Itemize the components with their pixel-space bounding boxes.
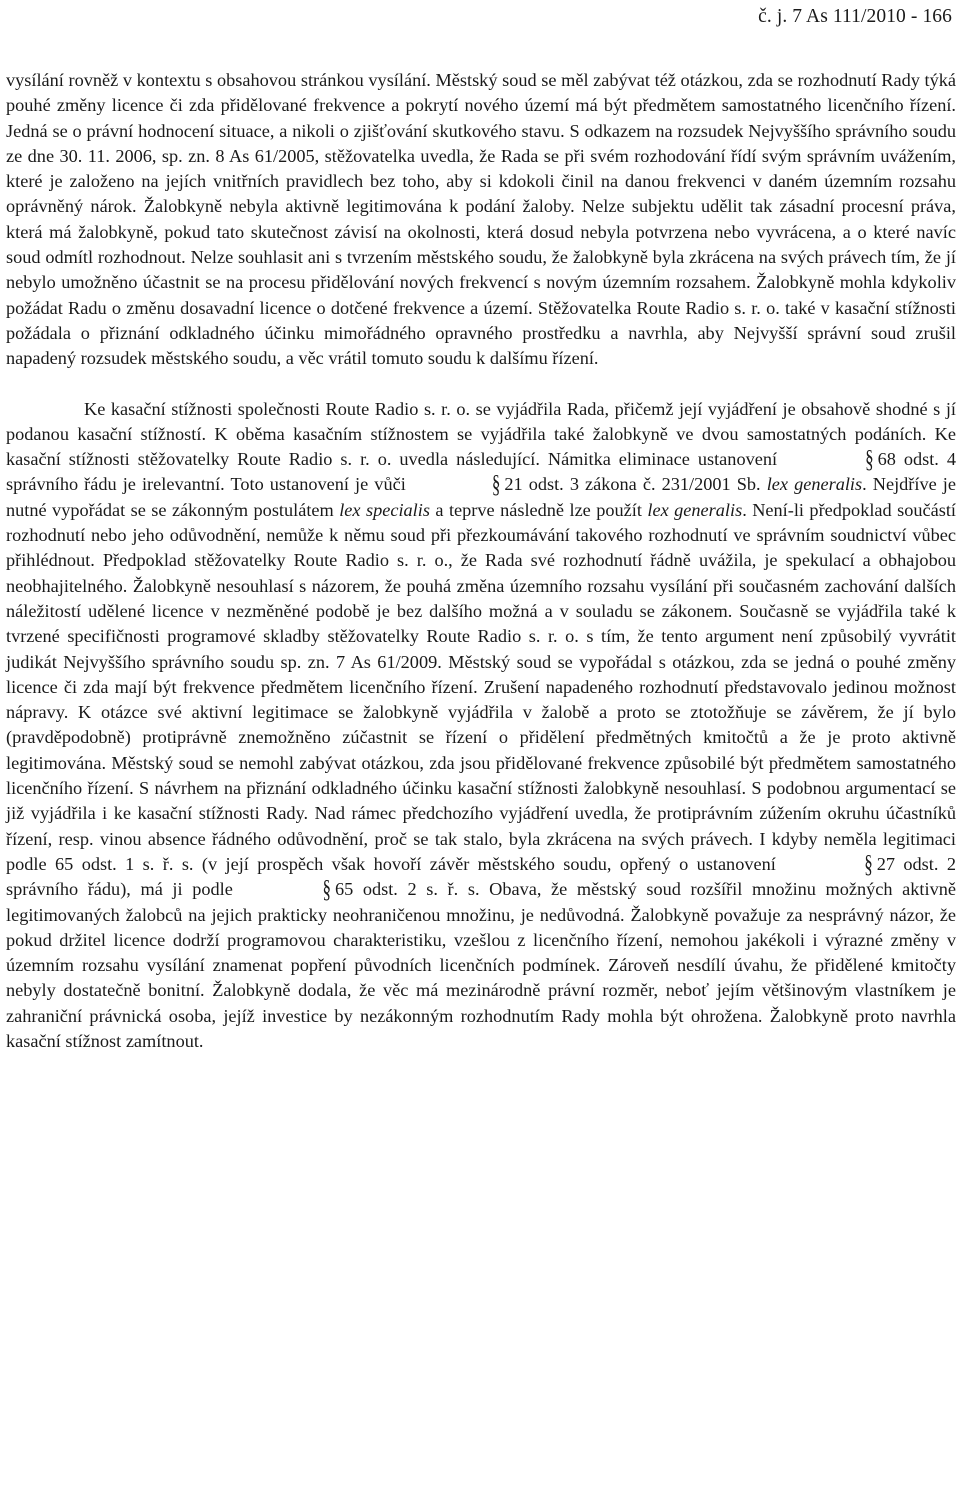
paragraph-2-part: a teprve následně lze použít: [435, 499, 642, 520]
section-sign: §: [864, 850, 873, 879]
latin-term: lex generalis: [766, 474, 863, 495]
paragraph-2-part: 21 odst. 3 zákona č. 231/2001 Sb.: [504, 474, 761, 495]
latin-term: lex specialis: [339, 499, 430, 520]
document-body: [6, 68, 956, 1054]
paragraph-2-part: Ke kasační stížnosti společnosti Route Radio s. r. o. se vyjádřila Rada, přičemž její vyjádření je obsahově shodné s jí podanou kasační stížností. K oběma kasačním stížnostem se vyjádřila také žalobkyně ve dvou samostatných podáních. Ke kasační stížnosti stěžovatelky Route Radio s. r. o. uvedla následující. Námitka eliminace ustanovení: [6, 398, 956, 470]
paragraph-2-part: 68 odst. 4 správního řádu je irelevantní. Toto ustanovení je vůči: [6, 449, 957, 495]
paragraph-2: [6, 397, 956, 1055]
paragraph-2-part: 27 odst. 2 správního řádu), má ji podle: [6, 853, 956, 900]
section-sign: §: [865, 445, 874, 474]
latin-term: lex generalis: [647, 499, 743, 520]
section-sign: §: [322, 875, 331, 904]
section-sign: §: [491, 470, 501, 500]
paragraph-2-part: . Nejdříve je nutné vypořádat se se zákonným postulátem: [6, 474, 956, 520]
paragraph-1: vysílání rovněž v kontextu s obsahovou stránkou vysílání. Městský soud se měl zabývat též otázkou, zda se rozhodnutí Rady týká pouhé změny licence či zda přidělované frekvence a pokrytí nového území má být předmětem samostatného licenčního řízení. Jedná se o právní hodnocení situace, a nikoli o zjišťování skutkového stavu. S odkazem na rozsudek Nejvyššího správního soudu ze dne 30. 11. 2006, sp. zn. 8 As 61/2005, stěžovatelka uvedla, že Rada se při svém rozhodování řídí svým správním uvážením, které je založeno na jejích vnitřních pravidlech bez toho, aby si kdokoli činil na danou frekvenci v daném územním rozsahu oprávněný nárok. Žalobkyně nebyla aktivně legitimována k podání žaloby. Nelze subjektu udělit tak zásadní procesní práva, která má žalobkyně, pokud tato skutečnost závisí na okolnosti, která dosud nebyla potvrzena nebo vyvrácena, a o které navíc soud odmítl rozhodnout. Nelze souhlasit ani s tvrzením městského soudu, že žalobkyně byla zkrácena na svých právech tím, že jí nebylo umožněno účastnit se na procesu přidělování nových frekvencí s novým územním rozsahem. Žalobkyně mohla kdykoliv požádat Radu o změnu dosavadní licence o dotčené frekvence a území. Stěžovatelka Route Radio s. r. o. také v kasační stížnosti požádala o přiznání odkladného účinku mimořádného opravného prostředku a navrhla, aby Nejvyšší správní soud zrušil napadený rozsudek městského soudu, a věc vrátil tomuto soudu k dalšímu řízení.: [6, 70, 956, 369]
paragraph-2-part: 65 odst. 2 s. ř. s. Obava, že městský soud rozšířil množinu možných aktivně legitimovaných žalobců na jejich prakticky neohraničenou množinu, je nedůvodná. Žalobkyně považuje za nesprávný názor, že pokud držitel licence dodrží programovou charakteristiku, vzešlou z licenčního řízení, nemohou jakékoli i výrazné změny v územním rozsahu vysílání znamenat popření původních licenčních podmínek. Zároveň nesdílí úvahu, že přidělené kmitočty nebyly dostatečně bonitní. Žalobkyně dodala, že věc má mezinárodně právní rozměr, neboť jejím většinovým vlastníkem je zahraniční právnická osoba, jejíž investice by nezákonným rozhodnutím Rady mohla být ohrožena. Žalobkyně proto navrhla kasační stížnost zamítnout.: [6, 879, 956, 1051]
case-reference: č. j. 7 As 111/2010 - 166: [758, 6, 952, 27]
paragraph-2-part: . Není-li předpoklad součástí rozhodnutí nebo jeho odůvodnění, nemůže k němu soud při přezkoumávání takového rozhodnutí ve správním soudnictví vůbec přihlédnout. Předpoklad stěžovatelky Route Radio s. r. o., že Rada své rozhodnutí řádně uvážila, je spekulací a obhajobou neobhajitelného. Žalobkyně nesouhlasí s názorem, že pouhá změna územního rozsahu vysílání při současném zachování dalších náležitostí udělené licence v nezměněné podobě je bez dalšího možná a v souladu se zákonem. Současně se vyjádřila také k tvrzené specifičnosti programové skladby stěžovatelky Route Radio s. r. o. s tím, že tento argument není způsobilý vyvrátit judikát Nejvyššího správního soudu sp. zn. 7 As 61/2009. Městský soud se vypořádal s otázkou, zda se jedná o pouhé změny licence či zda mají být frekvence předmětem licenčního řízení. Zrušení napadeného rozhodnutí představovalo jedinou možnost nápravy. K otázce své aktivní legitimace se žalobkyně vyjádřila v žalobě a proto se ztotožňuje se závěrem, že jí bylo (pravděpodobně) protiprávně znemožněno zúčastnit se řízení o přidělení předmětných kmitočtů a že je proto aktivně legitimována. Městský soud se nemohl zabývat otázkou, zda jsou přidělované frekvence způsobilé být předmětem samostatného licenčního řízení. S návrhem na přiznání odkladného účinku kasační stížnosti žalobkyně nesouhlasí. S podobnou argumentací se již vyjádřila i ke kasační stížnosti Rady. Nad rámec předchozího vyjádření uvedla, že protiprávním zúžením okruhu účastníků řízení, resp. vinou absence řádného odůvodnění, proč se tak stalo, byla zkrácena na svých právech. I kdyby neměla legitimaci podle 65 odst. 1 s. ř. s. (v její prospěch však hovoří závěr městského soudu, opřený o ustanovení: [6, 499, 957, 874]
